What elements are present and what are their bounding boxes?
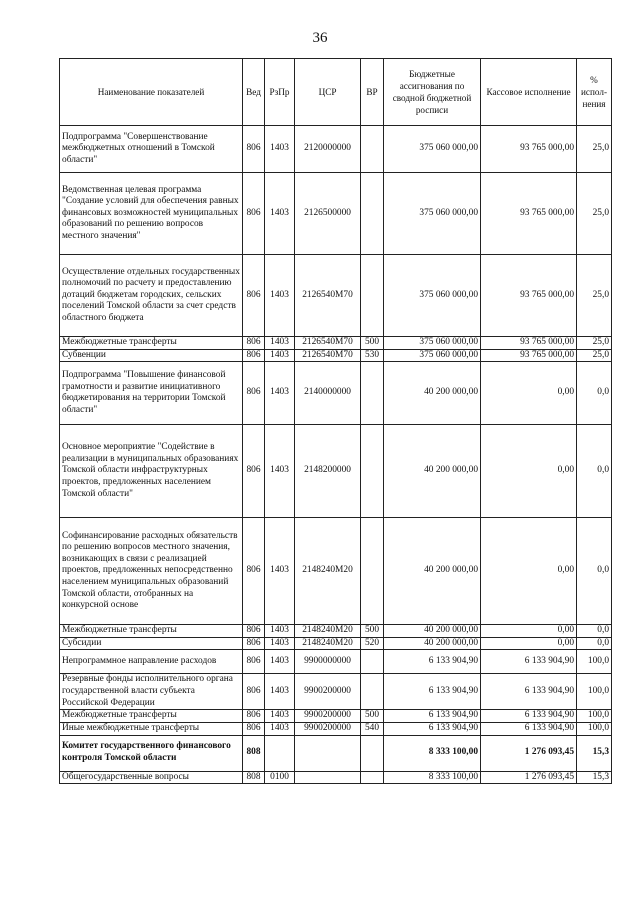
cell-assign: 40 200 000,00 xyxy=(384,518,481,625)
cell-cash: 0,00 xyxy=(481,637,577,650)
cell-ved: 806 xyxy=(243,126,265,173)
budget-table xyxy=(59,58,612,784)
cell-csr: 2126540М70 xyxy=(295,349,361,362)
cell-pct: 25,0 xyxy=(577,349,612,362)
cell-csr: 2120000000 xyxy=(295,126,361,173)
cell-cash: 0,00 xyxy=(481,625,577,638)
cell-cash: 0,00 xyxy=(481,425,577,518)
cell-name: Межбюджетные трансферты xyxy=(60,710,243,723)
cell-rzpr: 1403 xyxy=(265,425,295,518)
cell-pct: 0,0 xyxy=(577,625,612,638)
cell-cash: 1 276 093,45 xyxy=(481,771,577,784)
cell-vr xyxy=(361,425,384,518)
header-csr: ЦСР xyxy=(295,59,361,126)
cell-pct: 0,0 xyxy=(577,518,612,625)
table-row xyxy=(60,637,612,650)
cell-cash: 93 765 000,00 xyxy=(481,255,577,337)
table-row xyxy=(60,735,612,771)
cell-ved: 806 xyxy=(243,518,265,625)
cell-rzpr xyxy=(265,735,295,771)
table-row xyxy=(60,674,612,710)
cell-csr: 9900200000 xyxy=(295,710,361,723)
cell-assign: 375 060 000,00 xyxy=(384,349,481,362)
cell-name: Субсидии xyxy=(60,637,243,650)
cell-csr: 2148240М20 xyxy=(295,625,361,638)
cell-pct: 100,0 xyxy=(577,674,612,710)
cell-ved: 806 xyxy=(243,674,265,710)
cell-ved: 808 xyxy=(243,771,265,784)
cell-name: Межбюджетные трансферты xyxy=(60,337,243,350)
cell-csr xyxy=(295,771,361,784)
table-row xyxy=(60,337,612,350)
cell-rzpr: 1403 xyxy=(265,126,295,173)
table-row xyxy=(60,722,612,735)
cell-vr: 500 xyxy=(361,337,384,350)
cell-rzpr: 0100 xyxy=(265,771,295,784)
header-assignments: Бюджетные ассигнования по сводной бюджетной росписи xyxy=(384,59,481,126)
cell-cash: 6 133 904,90 xyxy=(481,722,577,735)
cell-ved: 806 xyxy=(243,650,265,674)
cell-csr: 2148240М20 xyxy=(295,518,361,625)
cell-assign: 375 060 000,00 xyxy=(384,337,481,350)
cell-cash: 93 765 000,00 xyxy=(481,337,577,350)
cell-assign: 40 200 000,00 xyxy=(384,425,481,518)
table-row xyxy=(60,173,612,255)
cell-cash: 93 765 000,00 xyxy=(481,349,577,362)
cell-ved: 806 xyxy=(243,625,265,638)
table-row xyxy=(60,710,612,723)
page-number: 36 xyxy=(312,30,328,46)
cell-name: Комитет государственного финансового контроля Томской области xyxy=(60,735,243,771)
cell-assign: 6 133 904,90 xyxy=(384,722,481,735)
cell-assign: 375 060 000,00 xyxy=(384,173,481,255)
cell-vr xyxy=(361,650,384,674)
cell-pct: 100,0 xyxy=(577,650,612,674)
cell-name: Межбюджетные трансферты xyxy=(60,625,243,638)
cell-vr xyxy=(361,674,384,710)
cell-name: Подпрограмма "Повышение финансовой грамотности и развитие инициативного бюджетирования на территории Томской области" xyxy=(60,362,243,425)
cell-name: Основное мероприятие "Содействие в реализации в муниципальных образованиях Томской области инфраструктурных проектов, предложенных населением Томской области" xyxy=(60,425,243,518)
cell-csr: 9900000000 xyxy=(295,650,361,674)
cell-cash: 93 765 000,00 xyxy=(481,126,577,173)
header-percent: % испол-нения xyxy=(577,59,612,126)
cell-vr: 500 xyxy=(361,625,384,638)
cell-assign: 8 333 100,00 xyxy=(384,735,481,771)
cell-pct: 0,0 xyxy=(577,425,612,518)
cell-csr: 9900200000 xyxy=(295,674,361,710)
cell-pct: 25,0 xyxy=(577,337,612,350)
cell-rzpr: 1403 xyxy=(265,710,295,723)
cell-assign: 40 200 000,00 xyxy=(384,362,481,425)
cell-ved: 806 xyxy=(243,637,265,650)
table-header-row xyxy=(60,59,612,126)
cell-name: Осуществление отдельных государственных полномочий по расчету и предоставлению дотаций бюджетам городских, сельских поселений Томской области за счет средств областного бюджета xyxy=(60,255,243,337)
header-rzpr: РзПр xyxy=(265,59,295,126)
cell-rzpr: 1403 xyxy=(265,650,295,674)
header-cash-execution: Кассовое исполнение xyxy=(481,59,577,126)
table-row xyxy=(60,126,612,173)
cell-ved: 806 xyxy=(243,710,265,723)
cell-assign: 8 333 100,00 xyxy=(384,771,481,784)
cell-assign: 375 060 000,00 xyxy=(384,126,481,173)
header-ved: Вед xyxy=(243,59,265,126)
cell-assign: 40 200 000,00 xyxy=(384,637,481,650)
cell-ved: 806 xyxy=(243,255,265,337)
cell-rzpr: 1403 xyxy=(265,173,295,255)
cell-rzpr: 1403 xyxy=(265,722,295,735)
cell-vr: 500 xyxy=(361,710,384,723)
cell-vr xyxy=(361,173,384,255)
cell-csr xyxy=(295,735,361,771)
cell-cash: 0,00 xyxy=(481,362,577,425)
cell-vr xyxy=(361,735,384,771)
cell-pct: 15,3 xyxy=(577,771,612,784)
cell-assign: 6 133 904,90 xyxy=(384,650,481,674)
cell-ved: 806 xyxy=(243,337,265,350)
table-row xyxy=(60,255,612,337)
cell-ved: 806 xyxy=(243,425,265,518)
cell-pct: 100,0 xyxy=(577,722,612,735)
table-body xyxy=(60,126,612,784)
cell-pct: 0,0 xyxy=(577,637,612,650)
cell-ved: 806 xyxy=(243,349,265,362)
cell-rzpr: 1403 xyxy=(265,518,295,625)
cell-name: Резервные фонды исполнительного органа государственной власти субъекта Российской Федерации xyxy=(60,674,243,710)
cell-ved: 806 xyxy=(243,362,265,425)
cell-vr xyxy=(361,255,384,337)
cell-vr: 520 xyxy=(361,637,384,650)
cell-cash: 6 133 904,90 xyxy=(481,650,577,674)
cell-cash: 93 765 000,00 xyxy=(481,173,577,255)
cell-rzpr: 1403 xyxy=(265,255,295,337)
table-row xyxy=(60,425,612,518)
cell-name: Подпрограмма "Совершенствование межбюджетных отношений в Томской области" xyxy=(60,126,243,173)
table-row xyxy=(60,625,612,638)
cell-assign: 40 200 000,00 xyxy=(384,625,481,638)
cell-rzpr: 1403 xyxy=(265,637,295,650)
cell-ved: 806 xyxy=(243,722,265,735)
cell-cash: 1 276 093,45 xyxy=(481,735,577,771)
cell-pct: 15,3 xyxy=(577,735,612,771)
header-name: Наименование показателей xyxy=(60,59,243,126)
cell-assign: 6 133 904,90 xyxy=(384,710,481,723)
cell-pct: 25,0 xyxy=(577,173,612,255)
table-row xyxy=(60,771,612,784)
header-vr: ВР xyxy=(361,59,384,126)
cell-csr: 9900200000 xyxy=(295,722,361,735)
cell-cash: 6 133 904,90 xyxy=(481,710,577,723)
cell-name: Субвенции xyxy=(60,349,243,362)
cell-name: Софинансирование расходных обязательств по решению вопросов местного значения, возникающих в связи с реализацией проектов, предложенных непосредственно населением муниципальных образований Томской области, отобранных на конкурсной основе xyxy=(60,518,243,625)
cell-pct: 25,0 xyxy=(577,126,612,173)
cell-pct: 25,0 xyxy=(577,255,612,337)
cell-cash: 0,00 xyxy=(481,518,577,625)
cell-vr: 540 xyxy=(361,722,384,735)
table-row xyxy=(60,362,612,425)
cell-csr: 2148240М20 xyxy=(295,637,361,650)
cell-csr: 2126540М70 xyxy=(295,337,361,350)
cell-ved: 808 xyxy=(243,735,265,771)
cell-csr: 2148200000 xyxy=(295,425,361,518)
cell-name: Ведомственная целевая программа "Создание условий для обеспечения равных финансовых возможностей муниципальных образований по решению вопросов местного значения" xyxy=(60,173,243,255)
table-row xyxy=(60,518,612,625)
cell-pct: 100,0 xyxy=(577,710,612,723)
table-row xyxy=(60,349,612,362)
cell-vr xyxy=(361,126,384,173)
cell-rzpr: 1403 xyxy=(265,337,295,350)
cell-name: Иные межбюджетные трансферты xyxy=(60,722,243,735)
cell-pct: 0,0 xyxy=(577,362,612,425)
cell-rzpr: 1403 xyxy=(265,625,295,638)
cell-cash: 6 133 904,90 xyxy=(481,674,577,710)
cell-csr: 2126500000 xyxy=(295,173,361,255)
cell-name: Общегосударственные вопросы xyxy=(60,771,243,784)
cell-assign: 375 060 000,00 xyxy=(384,255,481,337)
cell-name: Непрограммное направление расходов xyxy=(60,650,243,674)
cell-csr: 2126540М70 xyxy=(295,255,361,337)
table-row xyxy=(60,650,612,674)
cell-rzpr: 1403 xyxy=(265,362,295,425)
cell-vr: 530 xyxy=(361,349,384,362)
cell-rzpr: 1403 xyxy=(265,674,295,710)
cell-ved: 806 xyxy=(243,173,265,255)
cell-vr xyxy=(361,771,384,784)
cell-vr xyxy=(361,362,384,425)
cell-assign: 6 133 904,90 xyxy=(384,674,481,710)
cell-rzpr: 1403 xyxy=(265,349,295,362)
cell-vr xyxy=(361,518,384,625)
cell-csr: 2140000000 xyxy=(295,362,361,425)
